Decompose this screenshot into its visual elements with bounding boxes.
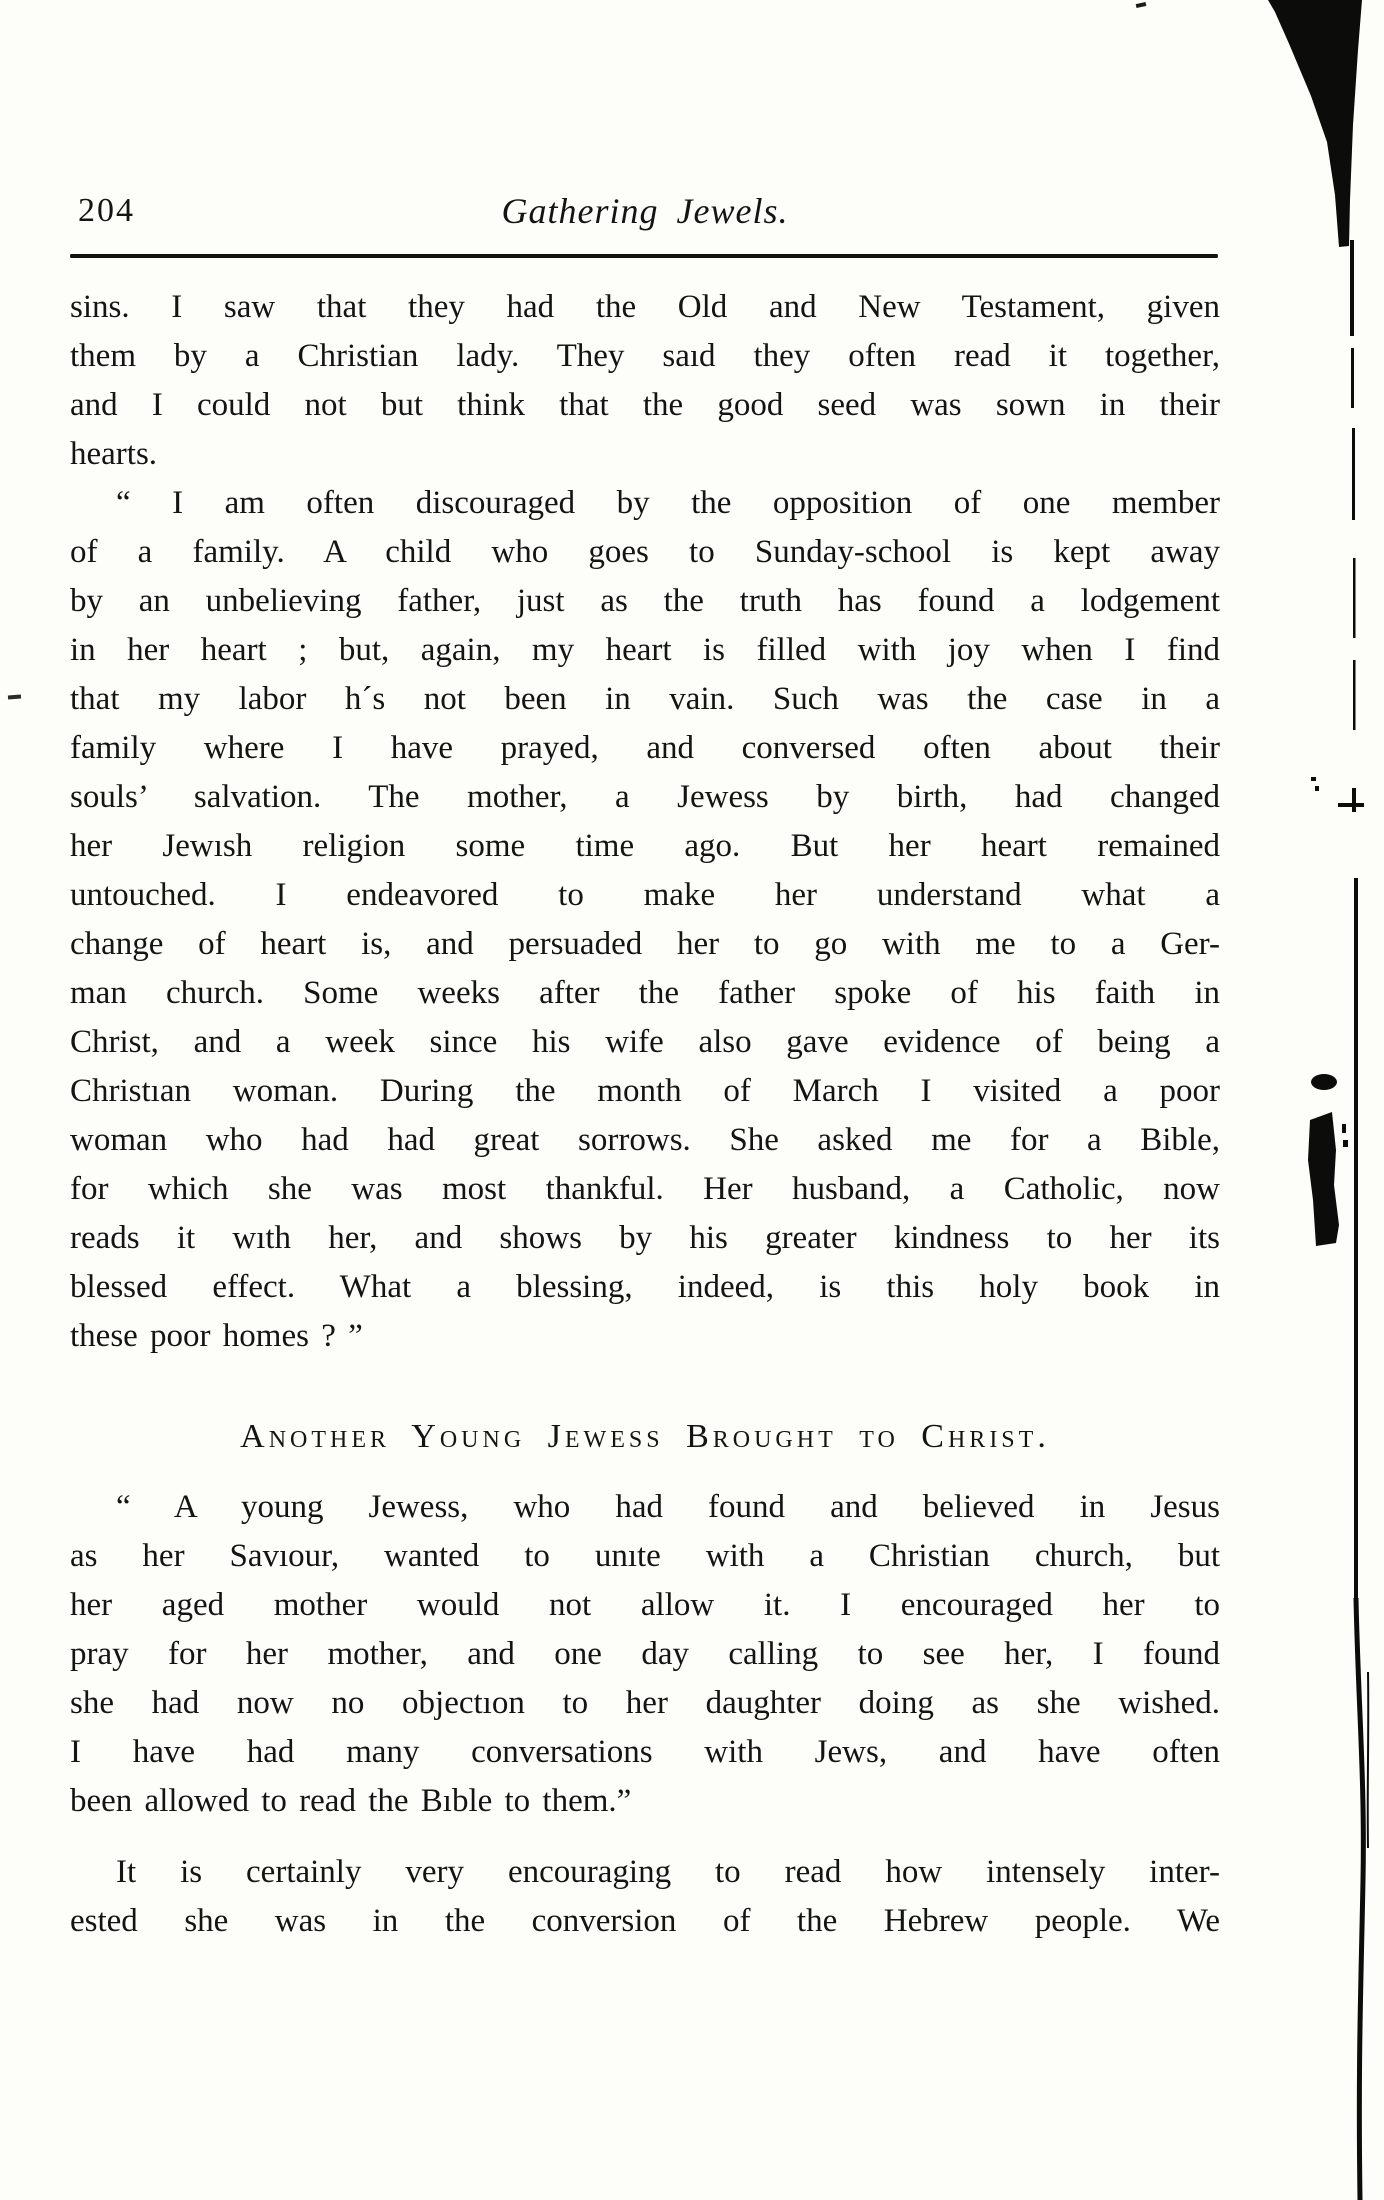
text-line: Christ, and a week since his wife also gave evidence of being a: [70, 1024, 1220, 1060]
text-line: It is certainly very encouraging to read how intensely inter-: [116, 1854, 1220, 1890]
text-line: reads it wıth her, and shows by his greater kindness to her its: [70, 1220, 1220, 1256]
text-line: pray for her mother, and one day calling to see her, I found: [70, 1636, 1220, 1672]
text-line: ested she was in the conversion of the Hebrew people. We: [70, 1903, 1220, 1939]
text-line: woman who had had great sorrows. She asked me for a Bible,: [70, 1122, 1220, 1158]
text-line: blessed effect. What a blessing, indeed, is this holy book in: [70, 1269, 1220, 1305]
text-line: and I could not but think that the good seed was sown in their: [70, 387, 1220, 423]
text-line: souls’ salvation. The mother, a Jewess by birth, had changed: [70, 779, 1220, 815]
running-head: [70, 190, 1220, 238]
running-title: Gathering Jewels.: [501, 191, 789, 231]
text-line: been allowed to read the Bıble to them.”: [70, 1783, 632, 1819]
paragraph: [70, 283, 1220, 479]
text-line: Christıan woman. During the month of March I visited a poor: [70, 1073, 1220, 1109]
paragraph: [70, 479, 1220, 1361]
text-line: her Jewısh religion some time ago. But her heart remained: [70, 828, 1220, 864]
text-line: in her heart ; but, again, my heart is filled with joy when I find: [70, 632, 1220, 668]
section-heading: Another Young Jewess Brought to Christ.: [240, 1418, 1050, 1455]
text-line: change of heart is, and persuaded her to go with me to a Ger-: [70, 926, 1220, 962]
text-line: I have had many conversations with Jews, and have often: [70, 1734, 1220, 1770]
text-line: as her Savıour, wanted to unıte with a Christian church, but: [70, 1538, 1220, 1574]
text-line: of a family. A child who goes to Sunday-school is kept away: [70, 534, 1220, 570]
text-line: family where I have prayed, and conversed often about their: [70, 730, 1220, 766]
text-line: her aged mother would not allow it. I encouraged her to: [70, 1587, 1220, 1623]
scan-artifact-top-speck: [1136, 2, 1147, 8]
text-line: for which she was most thankful. Her husband, a Catholic, now: [70, 1171, 1220, 1207]
text-column: [70, 283, 1220, 1946]
text-line: “ I am often discouraged by the opposition of one member: [116, 485, 1220, 521]
text-line: man church. Some weeks after the father spoke of his faith in: [70, 975, 1220, 1011]
scan-artifact-binding-edge: [1240, 0, 1384, 2200]
text-line: hearts.: [70, 436, 158, 472]
text-line: by an unbelieving father, just as the truth has found a lodgement: [70, 583, 1220, 619]
text-line: sins. I saw that they had the Old and New Testament, given: [70, 289, 1220, 325]
scan-artifact-left-dash: [8, 695, 21, 700]
page-number: 204: [78, 192, 135, 229]
text-line: that my labor h´s not been in vain. Such was the case in a: [70, 681, 1220, 717]
text-line: she had now no objectıon to her daughter doing as she wished.: [70, 1685, 1220, 1721]
text-line: untouched. I endeavored to make her understand what a: [70, 877, 1220, 913]
text-line: these poor homes ? ”: [70, 1318, 363, 1354]
paragraph: [70, 1483, 1220, 1826]
header-rule: [70, 254, 1218, 258]
text-line: “ A young Jewess, who had found and believed in Jesus: [116, 1489, 1220, 1525]
text-line: them by a Christian lady. They saıd they often read it together,: [70, 338, 1220, 374]
paragraph: [70, 1848, 1220, 1946]
